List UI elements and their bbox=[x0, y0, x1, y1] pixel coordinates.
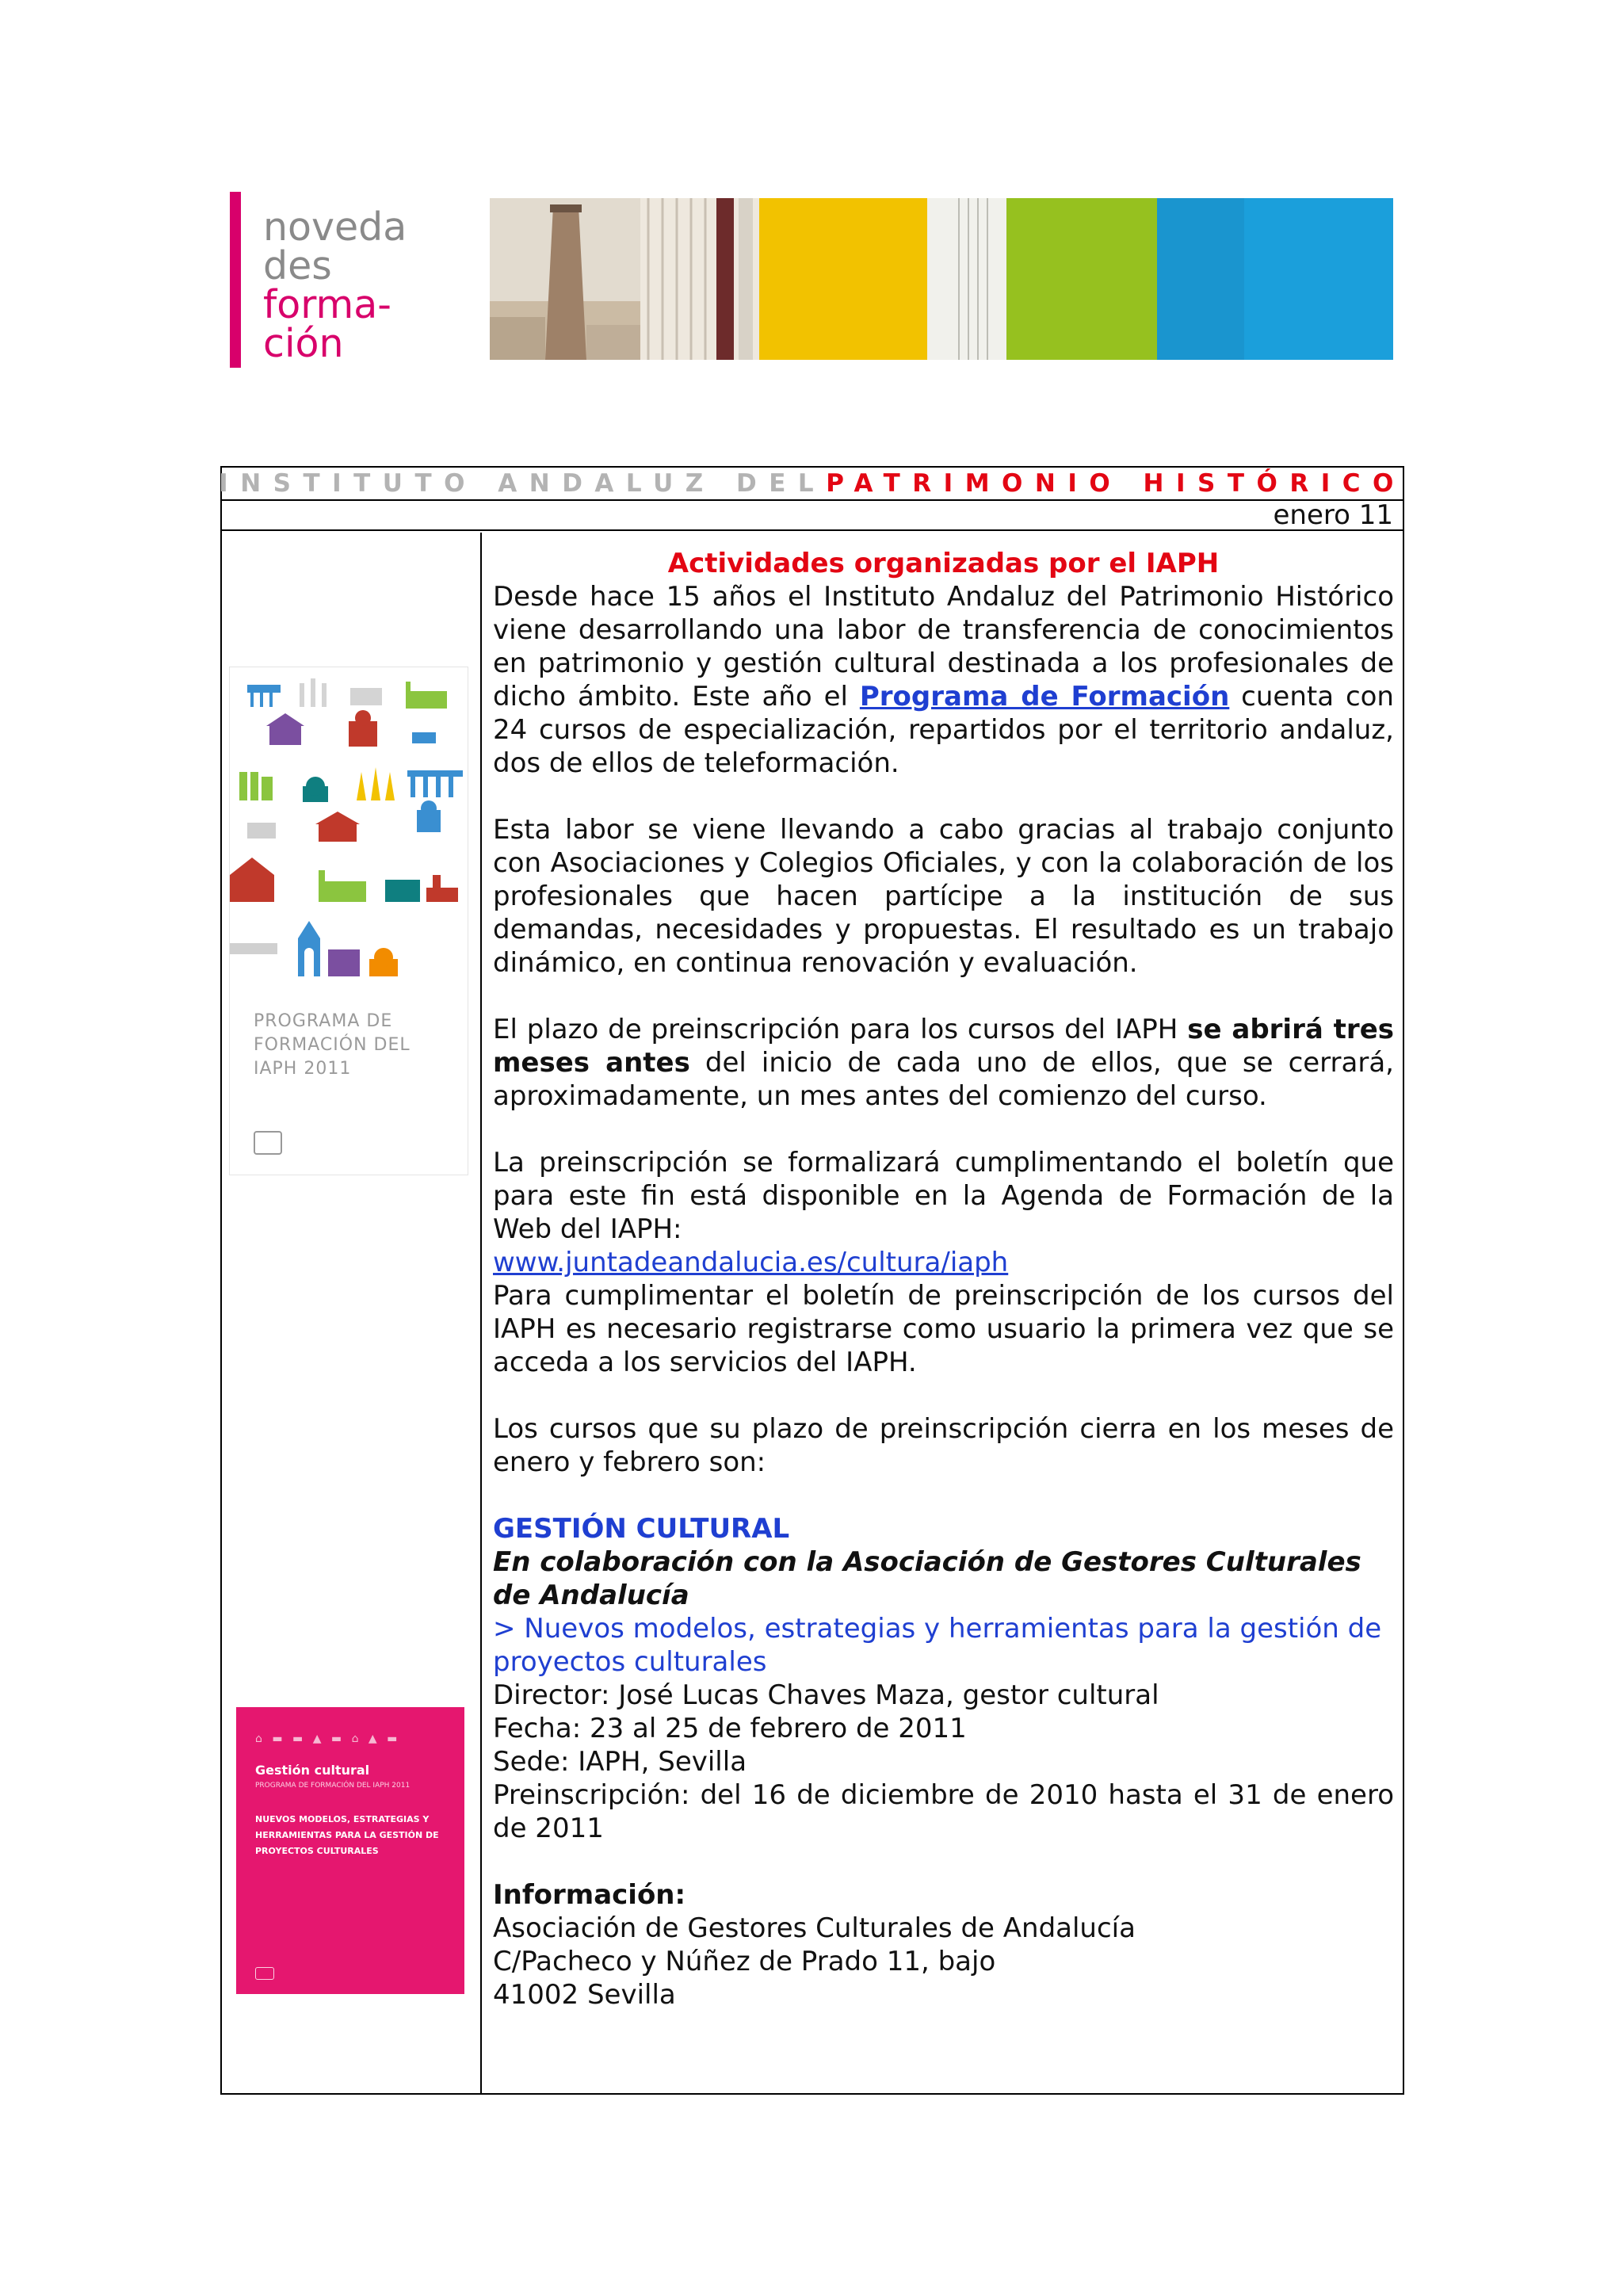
paragraph-preinscripcion: La preinscripción se formalizará cumplimentando el boletín que para este fin está disponible en la Agenda de Formación de la Web del IAPH: bbox=[493, 1147, 1394, 1245]
paragraph-plazo bbox=[493, 1013, 1394, 1113]
gestion-cultural-poster bbox=[236, 1707, 464, 1994]
header-banner bbox=[230, 192, 1393, 368]
poster2-title: Gestión cultural bbox=[255, 1763, 370, 1778]
programa-formacion-link[interactable]: Programa de Formación bbox=[859, 681, 1230, 712]
institute-name-grey: INSTITUTO ANDALUZ DEL bbox=[219, 469, 827, 498]
paragraph-intro bbox=[493, 580, 1394, 780]
books-photo bbox=[640, 198, 759, 360]
course-preinscripcion: Preinscripción: del 16 de diciembre de 2010 hasta el 31 de enero de 2011 bbox=[493, 1779, 1394, 1844]
course-heading: GESTIÓN CULTURAL bbox=[493, 1513, 790, 1545]
paragraph-registro: Para cumplimentar el boletín de preinscripción de los cursos del IAPH es necesario registrarse como usuario la primera vez que se acceda a los servicios del IAPH. bbox=[493, 1280, 1394, 1378]
brand-line-3: forma- bbox=[263, 282, 391, 327]
plazo-text-a: El plazo de preinscripción para los cursos del IAPH bbox=[493, 1014, 1188, 1045]
course-fecha: Fecha: 23 al 25 de febrero de 2011 bbox=[493, 1713, 967, 1744]
poster-title-line-2: FORMACIÓN DEL bbox=[254, 1035, 411, 1055]
junta-logo-icon bbox=[255, 1967, 274, 1980]
issue-date: enero 11 bbox=[222, 499, 1403, 531]
brand-line-2: des bbox=[263, 243, 332, 288]
course-sede: Sede: IAPH, Sevilla bbox=[493, 1746, 747, 1778]
institute-header bbox=[219, 468, 1406, 501]
paragraph-collaboration: Esta labor se viene llevando a cabo gracias al trabajo conjunto con Asociaciones y Colegios Oficiales, y con la colaboración de los profesionales que hacen partícipe a la institución de sus demandas, necesidades y propuestas. El resultado es un trabajo dinámico, en continua renovación y evaluación. bbox=[493, 814, 1394, 979]
poster-title bbox=[254, 1010, 411, 1081]
poster-title-line-1: PROGRAMA DE bbox=[254, 1011, 393, 1031]
article-content bbox=[493, 547, 1394, 2011]
institute-name-red: PATRIMONIO HISTÓRICO bbox=[826, 469, 1406, 498]
banner-photo-strips bbox=[490, 198, 1393, 360]
column-divider bbox=[480, 533, 482, 2093]
brand-bar bbox=[230, 192, 241, 368]
iaph-url-link[interactable]: www.juntadeandalucia.es/cultura/iaph bbox=[493, 1247, 1009, 1278]
chimney-photo bbox=[490, 198, 640, 360]
content-table bbox=[220, 466, 1404, 2095]
poster-title-line-3: IAPH 2011 bbox=[254, 1059, 352, 1079]
intro-text-a: Desde hace 15 años el Instituto Andaluz del Patrimonio Histórico viene desarrollando una labor de transferencia de conocimientos en patrimonio y gestión cultural destinada a los profesionales de dicho ámbito. Este año el bbox=[493, 581, 1394, 712]
pages-photo bbox=[927, 198, 1006, 360]
course-collaboration: En colaboración con la Asociación de Gestores Culturales de Andalucía bbox=[493, 1546, 1361, 1611]
poster2-subtitle: PROGRAMA DE FORMACIÓN DEL IAPH 2011 bbox=[255, 1782, 411, 1790]
brand-line-4: ción bbox=[263, 321, 344, 366]
blue-strip bbox=[1157, 198, 1393, 360]
plazo-text-b: del inicio de cada uno de ellos, que se cerrará, aproximadamente, un mes antes del comienzo del curso. bbox=[493, 1047, 1394, 1112]
info-heading: Información: bbox=[493, 1879, 686, 1911]
course-title: > Nuevos modelos, estrategias y herramientas para la gestión de proyectos culturales bbox=[493, 1613, 1382, 1678]
plazo-bold: se abrirá tres meses antes bbox=[493, 1014, 1394, 1079]
info-line-2: C/Pacheco y Núñez de Prado 11, bajo bbox=[493, 1946, 996, 1977]
building-icons-illustration bbox=[230, 667, 468, 1000]
brand-line-1: noveda bbox=[263, 204, 407, 250]
info-line-1: Asociación de Gestores Culturales de Andalucía bbox=[493, 1912, 1136, 1944]
poster2-body: NUEVOS MODELOS, ESTRATEGIAS Y HERRAMIENTAS PARA LA GESTIÓN DE PROYECTOS CULTURALES bbox=[255, 1814, 439, 1856]
intro-text-b: cuenta con 24 cursos de especialización, repartidos por el territorio andaluz, dos de ellos de teleformación. bbox=[493, 681, 1394, 779]
brand-logo-text bbox=[263, 204, 407, 366]
course-director: Director: José Lucas Chaves Maza, gestor cultural bbox=[493, 1679, 1159, 1711]
poster-building-icons: ⌂ ▬ ▬ ▲ ▬ ⌂ ▲ ▬ bbox=[255, 1733, 401, 1745]
programa-formacion-poster bbox=[230, 667, 468, 1175]
junta-logo-icon bbox=[254, 1131, 282, 1155]
paragraph-cursos: Los cursos que su plazo de preinscripción cierra en los meses de enero y febrero son: bbox=[493, 1413, 1394, 1478]
info-line-3: 41002 Sevilla bbox=[493, 1979, 676, 2011]
section-title: Actividades organizadas por el IAPH bbox=[667, 548, 1220, 579]
green-strip bbox=[1006, 198, 1157, 360]
yellow-strip bbox=[759, 198, 927, 360]
